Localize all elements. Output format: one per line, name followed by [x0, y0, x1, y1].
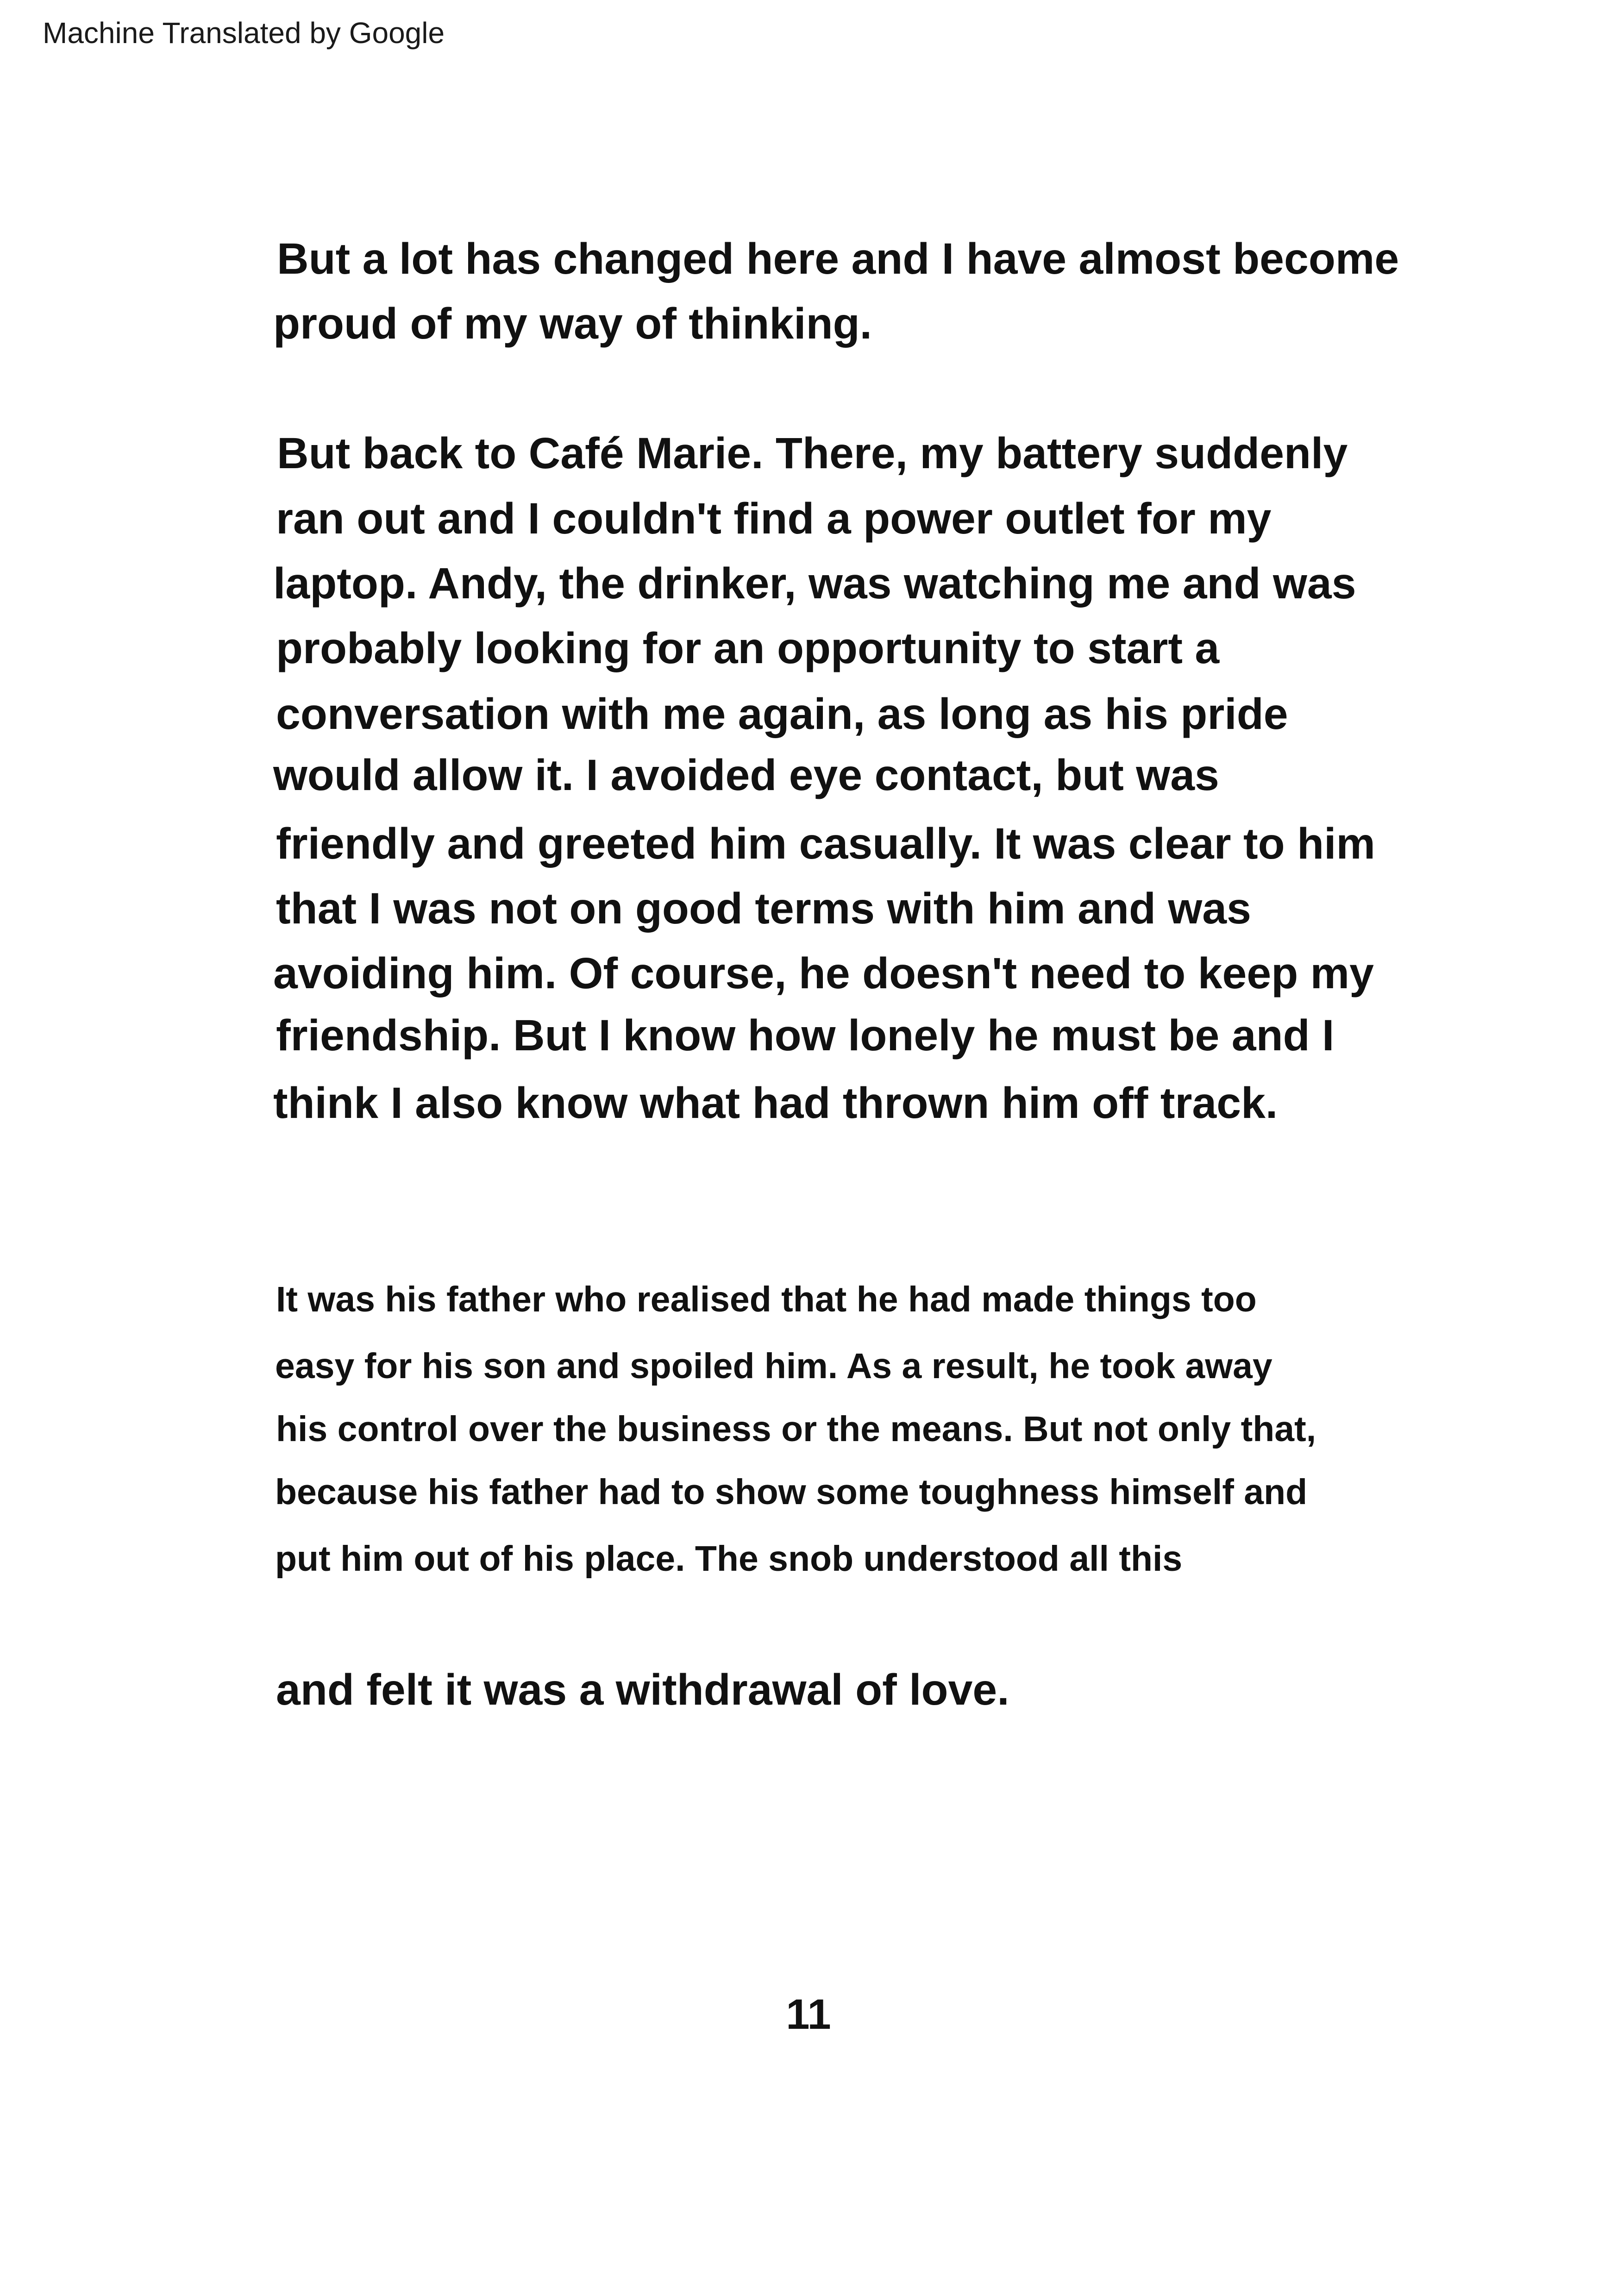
paragraph-2-line-6: would allow it. I avoided eye contact, but was — [273, 751, 1219, 800]
paragraph-3-line-5: put him out of his place. The snob understood all this — [275, 1539, 1183, 1579]
paragraph-2-line-1: But back to Café Marie. There, my battery suddenly — [277, 429, 1348, 478]
paragraph-4-line-1: and felt it was a withdrawal of love. — [276, 1665, 1009, 1714]
paragraph-2-line-2: ran out and I couldn't find a power outlet for my — [276, 494, 1272, 543]
page-number: 11 — [786, 1991, 831, 2038]
paragraph-2-line-10: friendship. But I know how lonely he must be and I — [276, 1011, 1335, 1060]
paragraph-2-line-3: laptop. Andy, the drinker, was watching me and was — [273, 559, 1356, 608]
paragraph-1-line-1: But a lot has changed here and I have almost become — [277, 234, 1399, 283]
paragraph-2-line-9: avoiding him. Of course, he doesn't need to keep my — [273, 949, 1374, 998]
paragraph-3-line-3: his control over the business or the means. But not only that, — [276, 1409, 1316, 1449]
paragraph-2-line-8: that I was not on good terms with him and was — [276, 884, 1251, 933]
paragraph-2-line-11: think I also know what had thrown him off track. — [273, 1079, 1278, 1128]
paragraph-3-line-4: because his father had to show some toughness himself and — [275, 1472, 1308, 1512]
paragraph-3-line-2: easy for his son and spoiled him. As a result, he took away — [275, 1346, 1272, 1386]
paragraph-2-line-5: conversation with me again, as long as his pride — [276, 690, 1288, 739]
machine-translation-note: Machine Translated by Google — [43, 16, 445, 50]
paragraph-2-line-7: friendly and greeted him casually. It was clear to him — [276, 819, 1375, 868]
paragraph-1-line-2: proud of my way of thinking. — [273, 299, 872, 348]
paragraph-3-line-1: It was his father who realised that he had made things too — [276, 1280, 1257, 1319]
paragraph-2-line-4: probably looking for an opportunity to start a — [276, 624, 1220, 673]
